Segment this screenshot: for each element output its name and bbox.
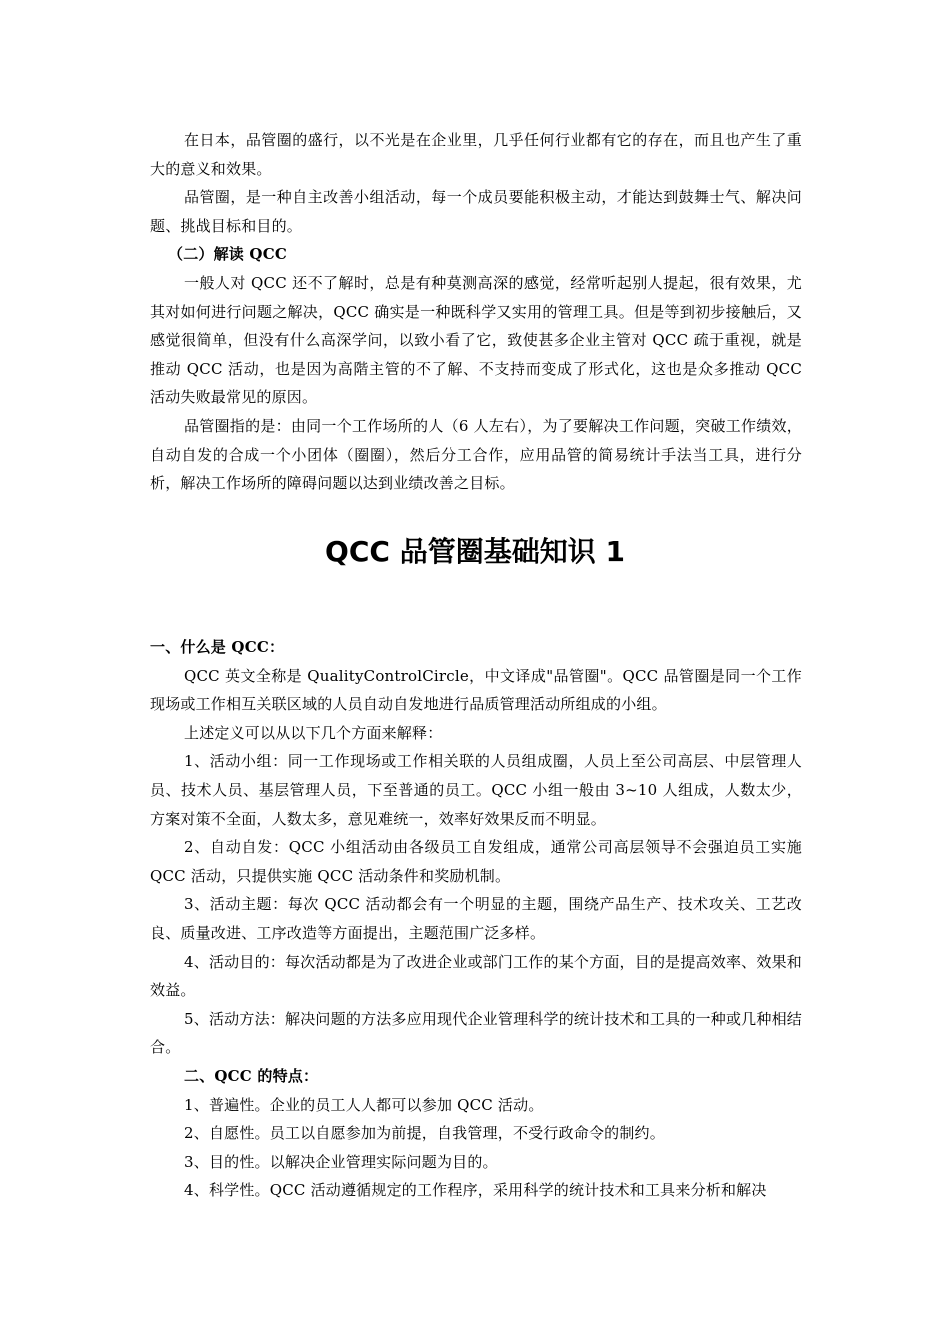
list-item: 4、科学性。QCC 活动遵循规定的工作程序，采用科学的统计技术和工具来分析和解决 <box>184 1181 767 1200</box>
list-item: 5、活动方法：解决问题的方法多应用现代企业管理科学的统计技术和工具的一种或几种相结合。 <box>150 1009 802 1057</box>
paragraph: 在日本，品管圈的盛行，以不光是在企业里，几乎任何行业都有它的存在，而且也产生了重大的意义和效果。 <box>150 131 802 178</box>
list-item: 2、自动自发：QCC 小组活动由各级员工自发组成，通常公司高层领导不会强迫员工实施 QCC 活动，只提供实施 QCC 活动条件和奖励机制。 <box>150 838 802 885</box>
section-heading: 一、什么是 QCC： <box>150 638 285 656</box>
list-item: 1、活动小组：同一工作现场或工作相关联的人员组成圈，人员上至公司高层、中层管理人员、技术人员、基层管理人员，下至普通的员工。QCC 小组一般由 3~10 人组成，人数太少，方案对策不全面，人数太多，意见难统一，效率好效果反而不明显。 <box>150 752 802 828</box>
list-item: 3、目的性。以解决企业管理实际问题为目的。 <box>184 1152 498 1171</box>
intro-section <box>150 126 802 498</box>
list-item: 4、活动目的：每次活动都是为了改进企业或部门工作的某个方面，目的是提高效率、效果和效益。 <box>150 952 802 1000</box>
paragraph: 上述定义可以从以下几个方面来解释： <box>184 723 443 742</box>
paragraph: 品管圈指的是：由同一个工作场所的人（6 人左右），为了要解决工作问题，突破工作绩效，自动自发的合成一个小团体（圈圈），然后分工合作，应用品管的简易统计手法当工具，进行分析，解决工作场所的障碍问题以达到业绩改善之目标。 <box>150 416 802 493</box>
section-heading: （二）解读 QCC <box>168 245 287 264</box>
list-item: 1、普遍性。企业的员工人人都可以参加 QCC 活动。 <box>184 1095 544 1114</box>
list-item: 3、活动主题：每次 QCC 活动都会有一个明显的主题，围绕产品生产、技术攻关、工艺改良、质量改进、工序改造等方面提出，主题范围广泛多样。 <box>150 895 802 942</box>
paragraph: 品管圈，是一种自主改善小组活动，每一个成员要能积极主动，才能达到鼓舞士气、解决问题、挑战目标和目的。 <box>150 188 802 235</box>
section-heading: 二、QCC 的特点： <box>184 1066 319 1085</box>
document-title: QCC 品管圈基础知识 1 <box>325 535 625 568</box>
what-is-qcc-section <box>150 633 802 1205</box>
list-item: 2、自愿性。员工以自愿参加为前提，自我管理，不受行政命令的制约。 <box>184 1124 665 1143</box>
paragraph: 一般人对 QCC 还不了解时，总是有种莫测高深的感觉，经常听起别人提起，很有效果，尤其对如何进行问题之解决，QCC 确实是一种既科学又实用的管理工具。但是等到初步接触后，又感觉很简单，但没有什么高深学问，以致小看了它，致使甚多企业主管对 QCC 疏于重视，就是推动 QCC 活动，也是因为高階主管的不了解、不支持而变成了形式化，这也是众多推动 QCC 活动失败最常见的原因。 <box>150 273 802 407</box>
paragraph: QCC 英文全称是 QualityControlCircle，中文译成"品管圈"。QCC 品管圈是同一个工作现场或工作相互关联区域的人员自动自发地进行品质管理活动所组成的小组。 <box>150 666 802 714</box>
